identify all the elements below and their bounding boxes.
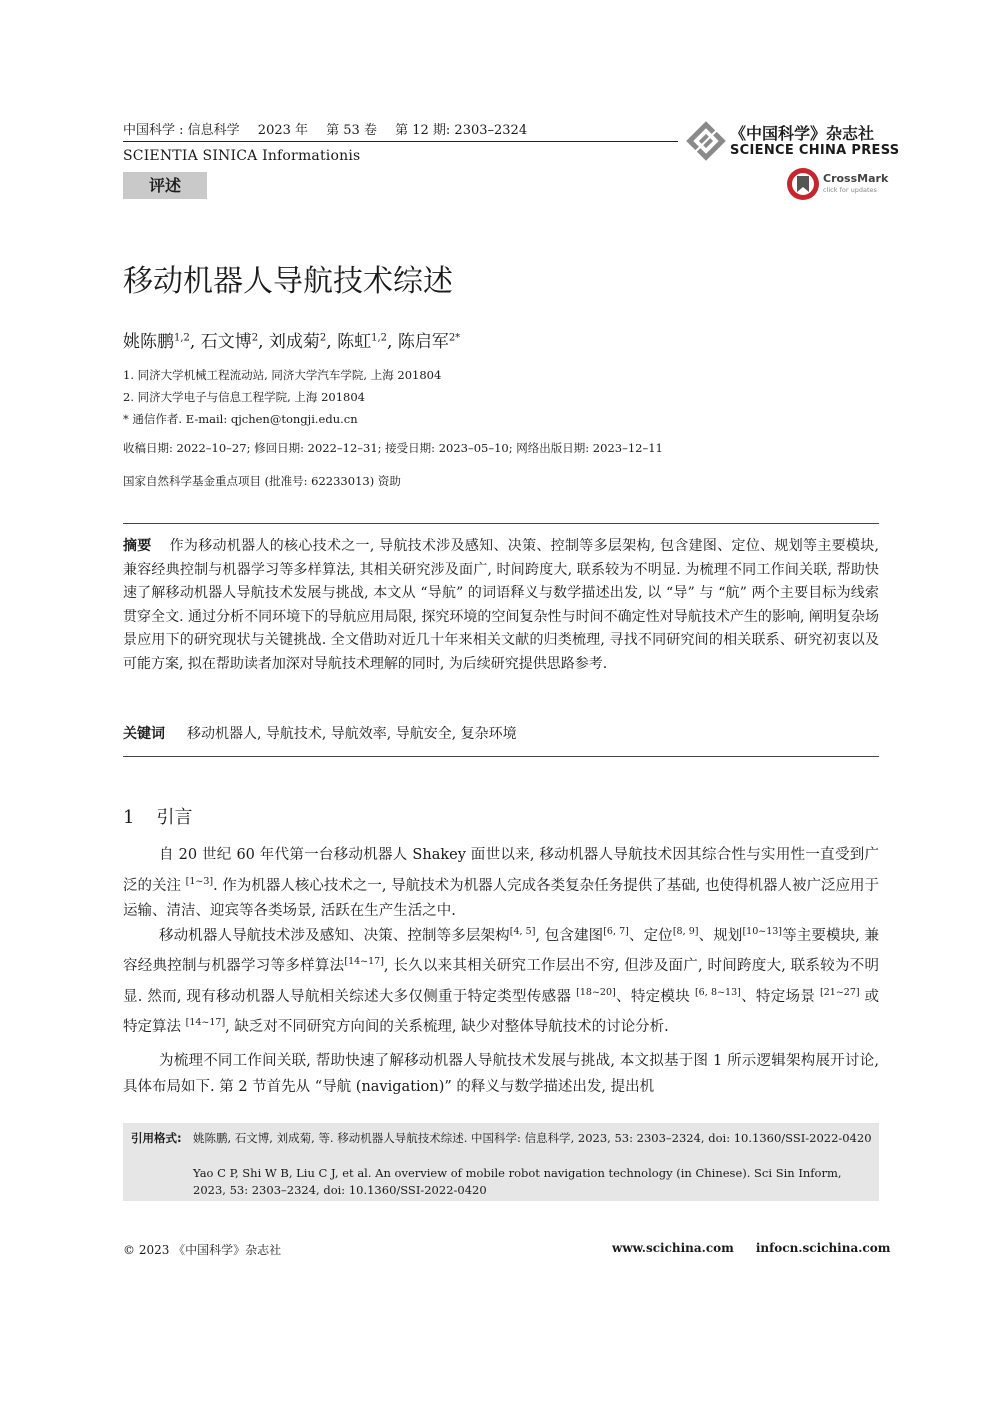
abstract-bottom-rule [123, 756, 879, 757]
citation-label: 引用格式: [131, 1131, 182, 1145]
footer-link-scichina[interactable]: www.scichina.com [612, 1241, 734, 1255]
citation-reference[interactable]: [6, 7] [603, 926, 629, 937]
publisher-logo[interactable] [686, 121, 900, 163]
citation-reference[interactable]: [4, 5] [509, 926, 536, 937]
citation-reference[interactable]: [6, 8~13] [694, 986, 741, 998]
abstract-block [123, 535, 879, 676]
author-affiliation-mark: 1,2 [174, 332, 190, 344]
paragraph-text: 、规划 [698, 927, 743, 944]
footer-links [612, 1241, 890, 1255]
publisher-name-en: SCIENCE CHINA PRESS [730, 143, 900, 158]
citation-reference[interactable]: [18~20] [576, 986, 616, 998]
article-category-badge: 评述 [123, 172, 207, 199]
journal-name-zh: 中国科学 : 信息科学 [123, 123, 240, 138]
section-title: 引言 [156, 807, 193, 828]
paragraph-text: , 长久以来其相关研究工作层出不穷, 但涉及面广, 时间跨度大, 联系较为不明显. 然而, 现有移动机器人导航相关综述大多仅侧重于特定类型传感器 [123, 958, 880, 1005]
citation-box [123, 1123, 879, 1201]
author-list [123, 327, 460, 352]
journal-year: 2023 年 [257, 123, 309, 138]
paragraph-text: . 作为机器人核心技术之一, 导航技术为机器人完成各类复杂任务提供了基础, 也使得机器人被广泛应用于运输、清洁、迎宾等各类场景, 活跃在生产生活之中. [123, 877, 879, 920]
author-separator: , [258, 332, 269, 352]
paragraph-text: 为梳理不同工作间关联, 帮助快速了解移动机器人导航技术发展与挑战, 本文拟基于图 1 所示逻辑架构展开讨论, 具体布局如下. 第 2 节首先从 “导航 (navigation)” 的释义与数学描述出发, 提出机 [123, 1053, 879, 1095]
section-heading [123, 803, 192, 829]
copyright-notice: © 2023 《中国科学》杂志社 [123, 1243, 282, 1257]
citation-reference[interactable]: [14~17] [185, 1017, 226, 1029]
crossmark-icon [786, 167, 820, 201]
publisher-emblem-icon [686, 121, 726, 161]
affiliation-1: 1. 同济大学机械工程流动站, 同济大学汽车学院, 上海 201804 [123, 368, 442, 382]
paragraph-text: , 包含建图 [535, 927, 604, 944]
journal-volume: 第 53 卷 [326, 123, 377, 138]
journal-name-en: SCIENTIA SINICA Informationis [123, 148, 361, 164]
article-dates: 收稿日期: 2022–10–27; 修回日期: 2022–12–31; 接受日期: 2023–05–10; 网络出版日期: 2023–12–11 [123, 441, 663, 455]
abstract-label: 摘要 [123, 538, 152, 554]
author-name: 陈启军 [397, 332, 449, 352]
author-affiliation-mark: 2 [251, 332, 259, 344]
section-number: 1 [123, 807, 135, 828]
header-rule [123, 141, 678, 142]
paragraph-text: 或特定算法 [123, 988, 880, 1036]
crossmark-sublabel: click for updates [823, 186, 877, 194]
affiliation-2: 2. 同济大学电子与信息工程学院, 上海 201804 [123, 390, 365, 404]
paragraph-text: 自 20 世纪 60 年代第一台移动机器人 Shakey 面世以来, 移动机器人导航技术因其综合性与实用性一直受到广泛的关注 [123, 847, 879, 894]
author-affiliation-mark: 1,2 [371, 332, 387, 344]
citation-reference[interactable]: [10~13] [742, 926, 783, 937]
paragraph-text: 、特定场景 [740, 988, 821, 1005]
paragraph-text: 移动机器人导航技术涉及感知、决策、控制等多层架构 [159, 927, 510, 944]
author-name: 石文博 [200, 332, 252, 352]
footer-link-infocn[interactable]: infocn.scichina.com [755, 1241, 891, 1255]
author-separator: , [326, 332, 338, 352]
publisher-name-cn: 《中国科学》杂志社 [730, 124, 875, 143]
body-paragraph-1 [123, 843, 879, 925]
author-separator: , [189, 332, 201, 352]
author-name: 陈虹 [337, 332, 372, 352]
paragraph-text: 、特定模块 [615, 988, 695, 1005]
abstract-top-rule [123, 523, 879, 524]
journal-issue-pages: 第 12 期: 2303–2324 [395, 123, 528, 138]
crossmark-label: CrossMark [823, 172, 889, 185]
corresponding-author: * 通信作者. E-mail: qjchen@tongji.edu.cn [123, 412, 358, 426]
author-name: 姚陈鹏 [123, 332, 174, 352]
citation-reference[interactable]: [1~3] [185, 875, 214, 887]
citation-reference[interactable]: [21~27] [820, 986, 860, 998]
author-affiliation-mark: 2* [448, 332, 461, 344]
journal-header-line [123, 119, 541, 138]
keywords-label: 关键词 [123, 726, 165, 742]
funding-note: 国家自然科学基金重点项目 (批准号: 62233013) 资助 [123, 474, 401, 488]
body-paragraph-3 [123, 1049, 879, 1100]
crossmark-badge[interactable] [786, 167, 889, 203]
author-separator: , [387, 332, 398, 352]
citation-reference[interactable]: [8, 9] [672, 926, 699, 937]
paragraph-text: 等主要模块, 兼容经典控制与机器学习等多样算法 [123, 927, 880, 975]
author-name: 刘成菊 [268, 332, 320, 352]
keywords-block [123, 723, 517, 743]
citation-reference[interactable]: [14~17] [344, 956, 384, 968]
paragraph-text: 、定位 [628, 927, 673, 944]
citation-en: Yao C P, Shi W B, Liu C J, et al. An overview of mobile robot navigation technology (in Chinese). Sci Sin Inform, 2023, 53: 2303–2324, doi: 10.1360/SSI-2022-0420 [193, 1166, 842, 1197]
article-title: 移动机器人导航技术综述 [123, 264, 453, 299]
paragraph-text: , 缺乏对不同研究方向间的关系梳理, 缺少对整体导航技术的讨论分析. [225, 1019, 669, 1036]
abstract-text: 作为移动机器人的核心技术之一, 导航技术涉及感知、决策、控制等多层架构, 包含建图、定位、规划等主要模块, 兼容经典控制与机器学习等多样算法, 其相关研究涉及面广, 时间跨度大, 联系较为不明显. 为梳理不同工作间关联, 帮助快速了解移动机器人导航技术发展与挑战, 本文从 “导航” 的词语释义与数学描述出发, 以 “导” 与 “航” 两个主要目标为线索贯穿全文. 通过分析不同环境下的导航应用局限, 探究环境的空间复杂性与时间不确定性对导航技术产生的影响, 阐明复杂场景应用下的研究现状与关键挑战. 全文借助对近几十年来相关文献的归类梳理, 寻找不同研究间的相关联系、研究初衷以及可能方案, 拟在帮助读者加深对导航技术理解的同时, 为后续研究提供思路参考. [123, 538, 880, 672]
citation-zh: 姚陈鹏, 石文博, 刘成菊, 等. 移动机器人导航技术综述. 中国科学: 信息科学, 2023, 53: 2303–2324, doi: 10.1360/SSI-2022-0420 [193, 1131, 872, 1145]
author-affiliation-mark: 2 [319, 332, 327, 344]
keywords-text: 移动机器人, 导航技术, 导航效率, 导航安全, 复杂环境 [187, 726, 517, 742]
body-paragraph-2 [123, 919, 879, 1041]
